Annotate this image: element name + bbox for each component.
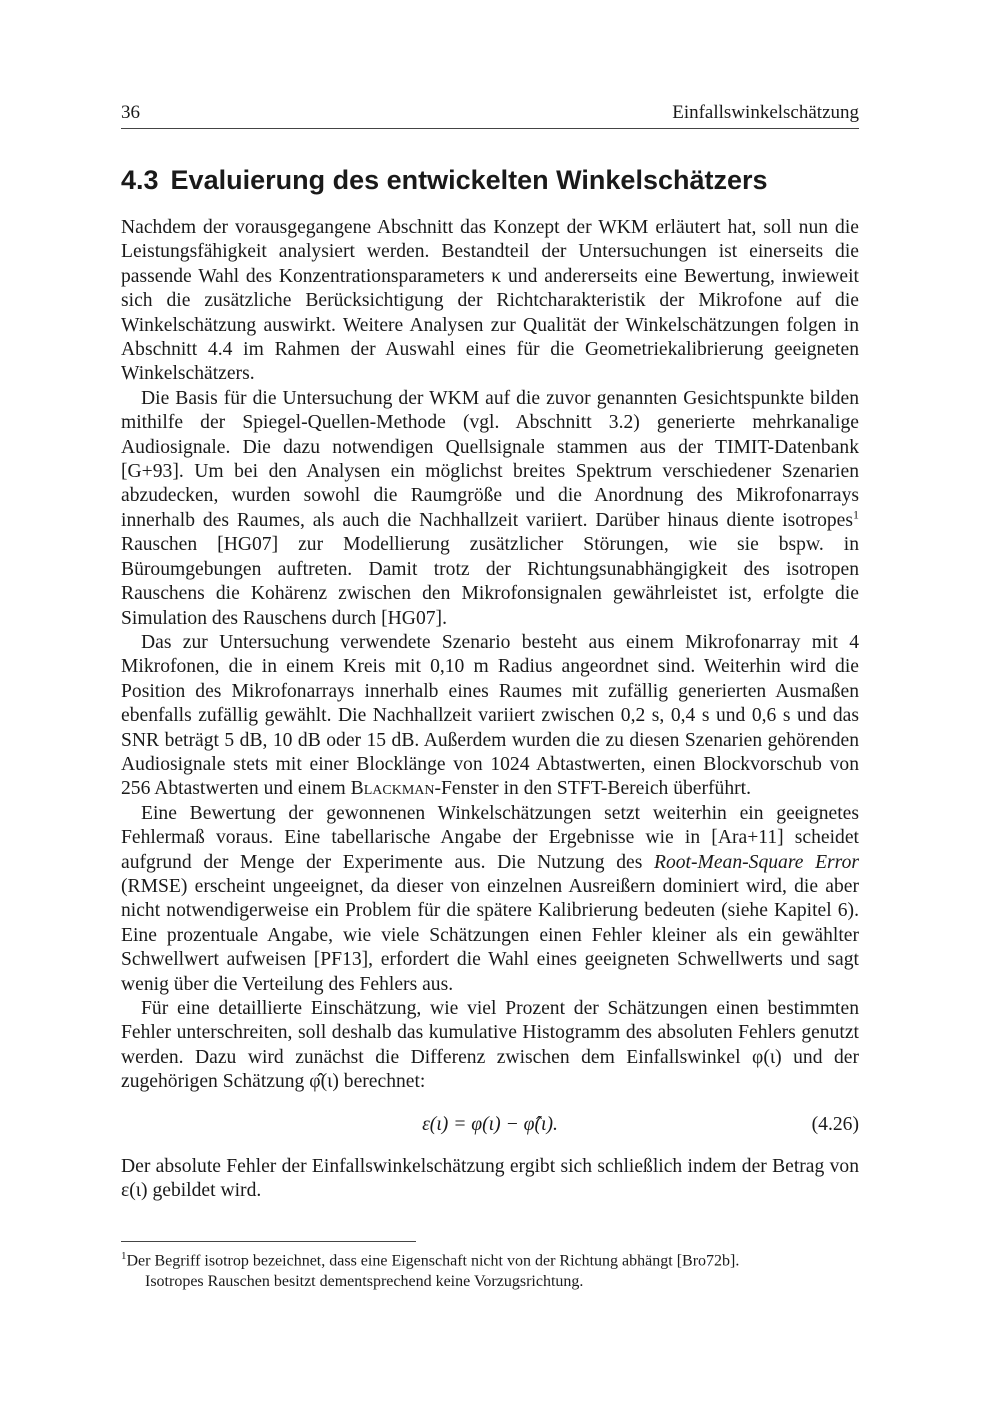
paragraph-3-part-b: -Fenster in den STFT-Bereich überführt. — [434, 778, 752, 800]
rmse-term: Root-Mean-Square Error — [653, 851, 859, 873]
running-header — [121, 100, 859, 129]
footnote — [121, 1246, 859, 1292]
section-heading — [121, 160, 859, 200]
blackman-term: Blackman — [350, 778, 435, 800]
paragraph-2-part-b: Rauschen [HG07] zur Modellierung zusätzlicher Störungen, wie sie bspw. in Büroumgebungen auftreten. Damit trotz der Richtungsunabhängigkeit des isotropen Rauschens die Kohärenz zwischen den Mikrofonsignalen gewährleistet ist, erfolgte die Simulation des Rauschens durch [HG07]. — [121, 534, 859, 629]
equation-number: (4.26) — [811, 1113, 859, 1135]
paragraph-5: Für eine detaillierte Einschätzung, wie viel Prozent der Schätzungen einen bestimmten Fehler unterschreiten, soll deshalb das kumulative Histogramm des absoluten Fehlers genutzt werden. Dazu wird zunächst die Differenz zwischen dem Einfallswinkel φ(ι) und der zugehörigen Schätzung φ̂(ι) berechnet: — [121, 998, 859, 1093]
equation-formula: ε(ι) = φ(ι) − φ̂(ι). — [422, 1113, 558, 1135]
footnote-marker[interactable]: 1 — [853, 507, 859, 522]
footnote-line-1: Der Begriff isotrop bezeichnet, dass eine Eigenschaft nicht von der Richtung abhängt [Bro72b]. — [126, 1252, 740, 1270]
paragraph-2-part-a: Die Basis für die Untersuchung der WKM auf die zuvor genannten Gesichtspunkte bilden mithilfe der Spiegel-Quellen-Methode (vgl. Abschnitt 3.2) generierte mehrkanalige Audiosignale. Die dazu notwendigen Quellsignale stammen aus der TIMIT-Datenbank [G+93]. Um bei den Analysen ein möglichst breites Spektrum verschiedener Szenarien abzudecken, wurden sowohl die Raumgröße und die Anordnung des Mikrofonarrays innerhalb des Raumes, als auch die Nachhallzeit variiert. Darüber hinaus diente isotropes — [121, 387, 859, 531]
paragraph-3 — [121, 631, 859, 802]
paragraph-3-part-a: Das zur Untersuchung verwendete Szenario besteht aus einem Mikrofonarray mit 4 Mikrofonen, die in einem Kreis mit 0,10 m Radius angeordnet sind. Weiterhin wird die Position des Mikrofonarrays innerhalb eines Raumes mit zufällig generierten Ausmaßen ebenfalls zufällig gewählt. Die Nachhallzeit variiert zwischen 0,2 s, 0,4 s und 0,6 s und das SNR beträgt 5 dB, 10 dB oder 15 dB. Außerdem wurden die zu diesen Szenarien gehörenden Audiosignale stets mit einer Blocklänge von 1024 Abtastwerten, einen Blockvorschub von 256 Abtastwerten und einem — [121, 631, 859, 800]
page-number: 36 — [121, 102, 140, 123]
footnote-divider — [121, 1241, 416, 1242]
footnote-mark: 1 — [121, 1250, 127, 1262]
equation-4-26 — [121, 1103, 859, 1149]
footnote-line-2: Isotropes Rauschen besitzt dementsprechend keine Vorzugsrichtung. — [145, 1273, 584, 1291]
section-number: 4.3 — [121, 165, 159, 195]
paragraph-2 — [121, 387, 859, 631]
chapter-title: Einfallswinkelschätzung — [672, 102, 859, 123]
body-text — [121, 216, 859, 1203]
paragraph-1: Nachdem der vorausgegangene Abschnitt das Konzept der WKM erläutert hat, soll nun die Leistungsfähigkeit analysiert werden. Bestandteil der Untersuchungen ist einerseits die passende Wahl des Konzentrationsparameters κ und andererseits eine Bewertung, inwieweit sich die zusätzliche Berücksichtigung der Richtcharakteristik der Mikrofone auf die Winkelschätzung auswirkt. Weitere Analysen zur Qualität der Winkelschätzungen folgen in Abschnitt 4.4 im Rahmen der Auswahl eines für die Geometriekalibrierung geeigneten Winkelschätzers. — [121, 217, 859, 385]
paragraph-6: Der absolute Fehler der Einfallswinkelschätzung ergibt sich schließlich indem der Betrag von ε(ι) gebildet wird. — [121, 1155, 859, 1202]
section-title-text: Evaluierung des entwickelten Winkelschätzers — [170, 165, 768, 195]
paragraph-4-part-a: Eine Bewertung der gewonnenen Winkelschätzungen setzt weiterhin ein geeignetes Fehlermaß voraus. Eine tabellarische Angabe der Ergebnisse wie in [Ara+11] scheidet aufgrund der Menge der Experimente aus. Die Nutzung des — [121, 802, 859, 873]
paragraph-4 — [121, 802, 859, 997]
paragraph-4-part-b: (RMSE) erscheint ungeeignet, da dieser von einzelnen Ausreißern dominiert wird, die aber nicht notwendigerweise ein Problem für die spätere Kalibrierung bedeuten (siehe Kapitel 6). Eine prozentuale Angabe, wie viele Schätzungen einen Fehler kleiner als ein gewählter Schwellwert aufweisen [PF13], erfordert die Wahl eines geeigneten Schwellwerts und sagt wenig über die Verteilung des Fehlers aus. — [121, 875, 859, 995]
